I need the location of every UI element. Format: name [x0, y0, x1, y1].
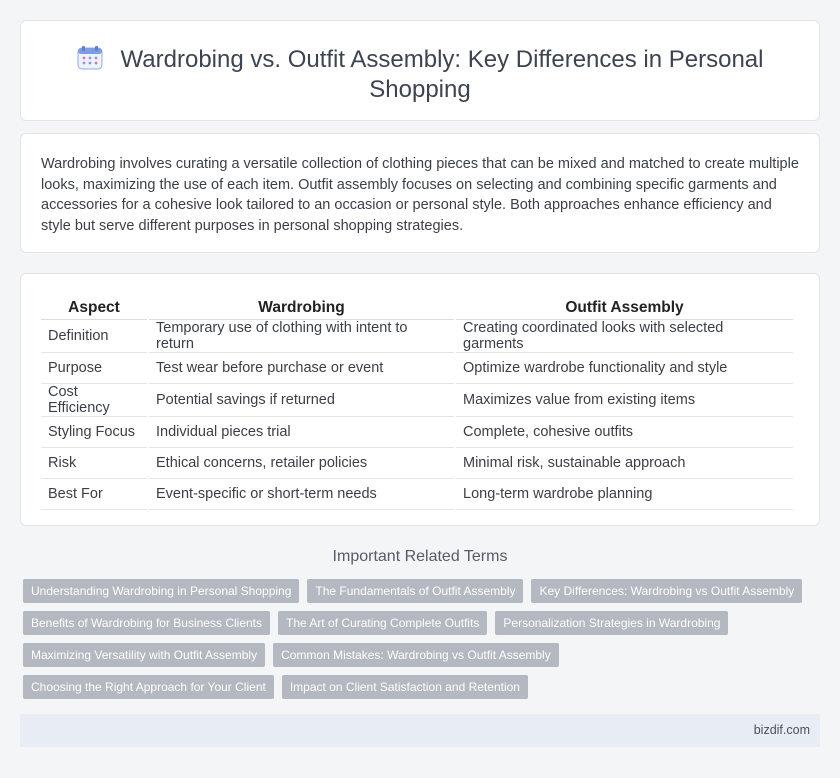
table-cell: Test wear before purchase or event: [148, 353, 455, 384]
comparison-card: [20, 273, 820, 526]
related-term-link[interactable]: Benefits of Wardrobing for Business Clients: [23, 611, 270, 635]
table-row: [41, 417, 793, 448]
related-terms-title: Important Related Terms: [332, 548, 508, 565]
comparison-table: [41, 296, 793, 510]
intro-paragraph: Wardrobing involves curating a versatile collection of clothing pieces that can be mixed and matched to create multiple looks, maximizing the use of each item. Outfit assembly focuses on selecting and combining specific garments and accessories for a cohesive look tailored to an occasion or personal style. Both approaches enhance efficiency and style but serve different purposes in personal shopping strategies.: [41, 156, 799, 234]
tag-row: [23, 675, 823, 699]
table-cell: Styling Focus: [41, 417, 148, 448]
related-terms-list: [23, 579, 823, 707]
table-cell: Purpose: [41, 353, 148, 384]
table-cell: Minimal risk, sustainable approach: [455, 448, 793, 479]
column-header-wardrobing: Wardrobing: [148, 296, 455, 320]
header-card: [20, 20, 820, 121]
table-cell: Best For: [41, 479, 148, 510]
column-header-outfit-assembly: Outfit Assembly: [455, 296, 793, 320]
related-term-link[interactable]: Impact on Client Satisfaction and Retention: [282, 675, 528, 699]
table-cell: Maximizes value from existing items: [455, 384, 793, 417]
table-cell: Complete, cohesive outfits: [455, 417, 793, 448]
table-row: [41, 479, 793, 510]
table-cell: Optimize wardrobe functionality and style: [455, 353, 793, 384]
tag-row: [23, 579, 823, 603]
table-cell: Ethical concerns, retailer policies: [148, 448, 455, 479]
table-cell: Definition: [41, 320, 148, 353]
title-wrap: [61, 45, 779, 105]
table-cell: Potential savings if returned: [148, 384, 455, 417]
table-cell: Temporary use of clothing with intent to return: [148, 320, 455, 353]
related-term-link[interactable]: Personalization Strategies in Wardrobing: [495, 611, 728, 635]
tag-row: [23, 611, 823, 635]
table-cell: Creating coordinated looks with selected garments: [455, 320, 793, 353]
table-row: [41, 320, 793, 353]
table-row: [41, 448, 793, 479]
footer-bar: [20, 714, 820, 747]
table-cell: Individual pieces trial: [148, 417, 455, 448]
table-cell: Long-term wardrobe planning: [455, 479, 793, 510]
calendar-icon: [77, 46, 103, 70]
table-cell: Risk: [41, 448, 148, 479]
page-title: [61, 45, 779, 105]
table-row: [41, 353, 793, 384]
column-header-aspect: Aspect: [41, 296, 148, 320]
related-term-link[interactable]: The Art of Curating Complete Outfits: [278, 611, 487, 635]
related-term-link[interactable]: Key Differences: Wardrobing vs Outfit Assembly: [531, 579, 802, 603]
tag-row: [23, 643, 823, 667]
related-term-link[interactable]: Understanding Wardrobing in Personal Shopping: [23, 579, 299, 603]
table-row: [41, 384, 793, 417]
related-term-link[interactable]: Maximizing Versatility with Outfit Assembly: [23, 643, 265, 667]
table-header-row: [41, 296, 793, 320]
footer-brand-link[interactable]: bizdif.com: [753, 723, 810, 737]
intro-card: [20, 133, 820, 253]
related-term-link[interactable]: The Fundamentals of Outfit Assembly: [307, 579, 523, 603]
related-term-link[interactable]: Choosing the Right Approach for Your Client: [23, 675, 274, 699]
table-cell: Event-specific or short-term needs: [148, 479, 455, 510]
page-title-text: Wardrobing vs. Outfit Assembly: Key Differences in Personal Shopping: [120, 46, 764, 103]
table-cell: Cost Efficiency: [41, 384, 148, 417]
related-term-link[interactable]: Common Mistakes: Wardrobing vs Outfit Assembly: [273, 643, 559, 667]
